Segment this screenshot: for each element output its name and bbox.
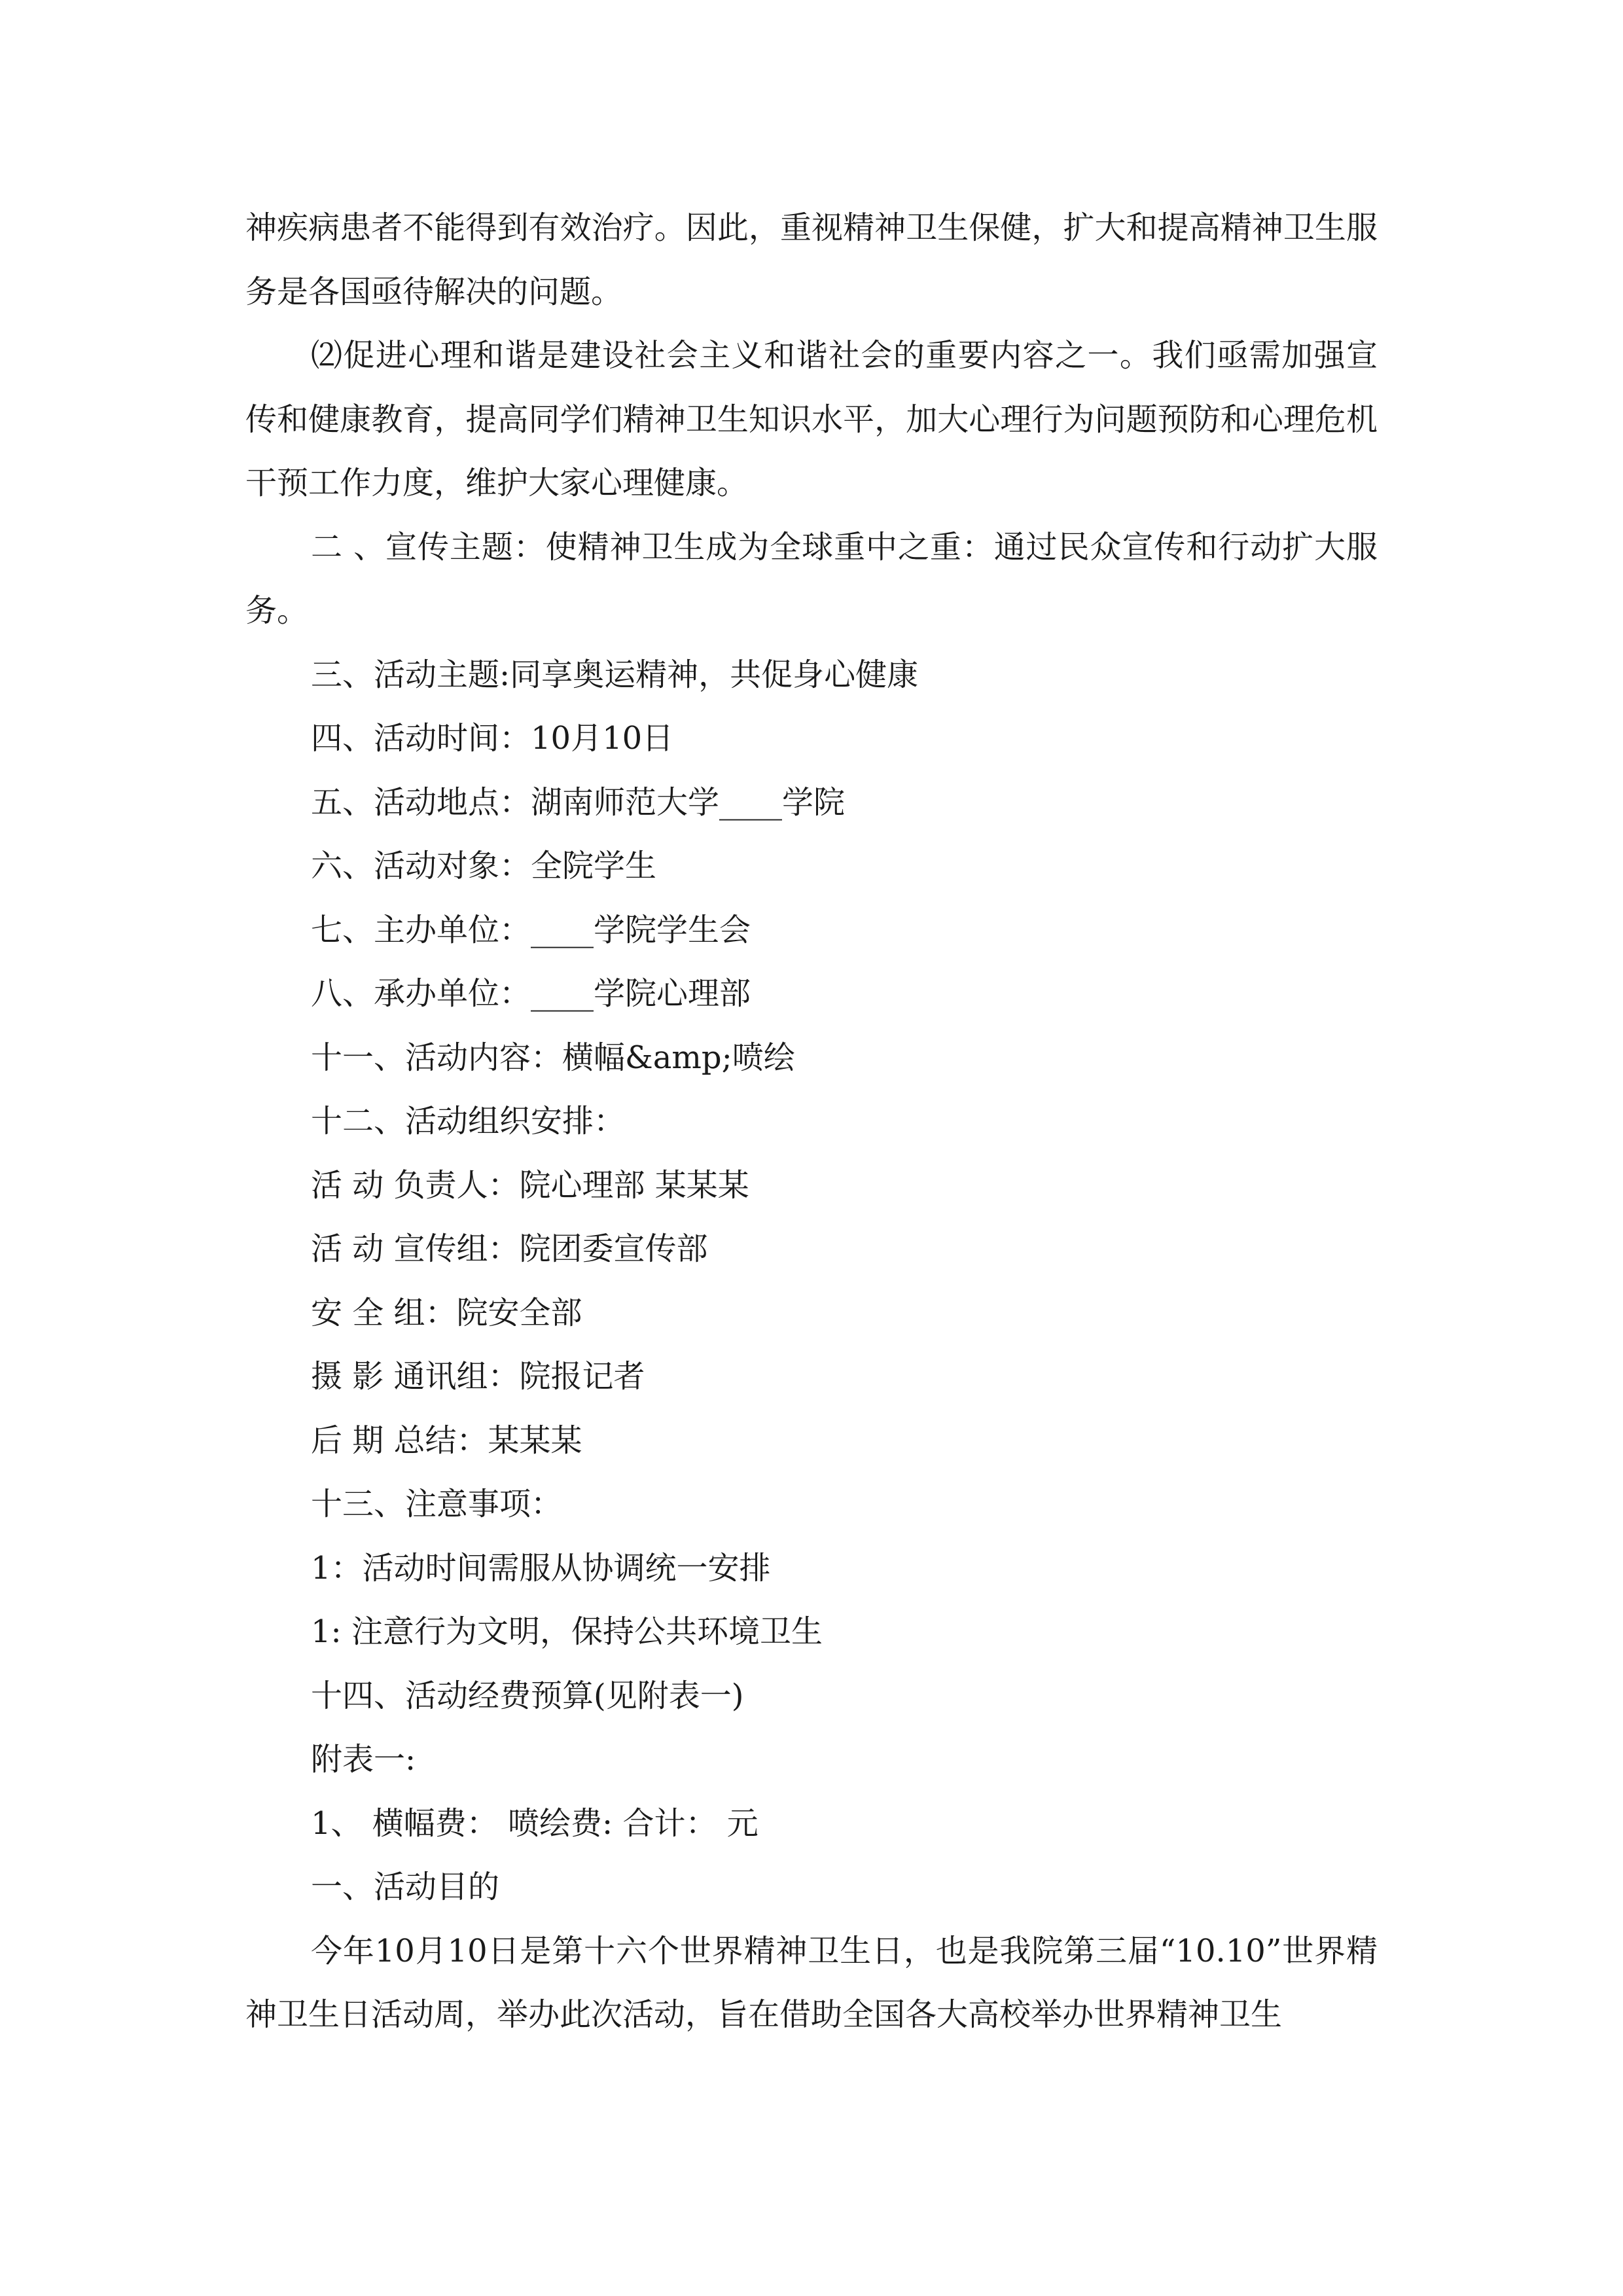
line-purpose-heading: 一、活动目的 [311, 1869, 500, 1905]
line-budget-items: 1、 横幅费： 喷绘费: 合计： 元 [311, 1804, 758, 1842]
line-appendix-heading: 附表一: [311, 1741, 416, 1778]
line-activity-theme: 三、活动主题:同享奥运精神，共促身心健康 [311, 656, 919, 693]
line-person-in-charge: 活 动 负责人：院心理部 某某某 [311, 1166, 749, 1204]
line-activity-location: 五、活动地点：湖南师范大学____学院 [311, 783, 846, 821]
document-body [245, 196, 1378, 2047]
paragraph-psychological-harmony: ⑵促进心理和谐是建设社会主义和谐社会的重要内容之一。我们亟需加强宣传和健康教育，提高同学们精神卫生知识水平，加大心理行为问题预防和心理危机干预工作力度，维护大家心理健康。 [245, 337, 1378, 501]
line-publicity-team: 活 动 宣传组：院团委宣传部 [311, 1230, 708, 1267]
line-activity-time: 四、活动时间：10月10日 [311, 720, 674, 757]
paragraph-promotion-theme: 二 、宣传主题：使精神卫生成为全球重中之重：通过民众宣传和行动扩大服务。 [245, 528, 1378, 629]
line-photography-team: 摄 影 通讯组：院报记者 [311, 1358, 645, 1395]
line-summary: 后 期 总结：某某某 [311, 1422, 582, 1459]
line-notes-heading: 十三、注意事项： [311, 1486, 563, 1522]
line-organization-heading: 十二、活动组织安排： [311, 1103, 626, 1139]
line-budget-heading: 十四、活动经费预算(见附表一) [311, 1677, 744, 1714]
line-activity-content: 十一、活动内容：横幅&amp;喷绘 [311, 1039, 795, 1076]
line-security-team: 安 全 组：院安全部 [311, 1294, 582, 1331]
line-activity-audience: 六、活动对象：全院学生 [311, 848, 657, 884]
paragraph-continuation: 神疾病患者不能得到有效治疗。因此，重视精神卫生保健，扩大和提高精神卫生服务是各国亟待解决的问题。 [245, 209, 1378, 310]
line-co-organizer: 八、承办单位：____学院心理部 [311, 975, 751, 1012]
line-note-1: 1：活动时间需服从协调统一安排 [311, 1549, 771, 1587]
line-note-2: 1: 注意行为文明，保持公共环境卫生 [311, 1613, 823, 1650]
paragraph-purpose: 今年10月10日是第十六个世界精神卫生日，也是我院第三届“10.10”世界精神卫生日活动周，举办此次活动，旨在借助全国各大高校举办世界精神卫生 [245, 1932, 1378, 2033]
line-organizer: 七、主办单位：____学院学生会 [311, 911, 751, 948]
